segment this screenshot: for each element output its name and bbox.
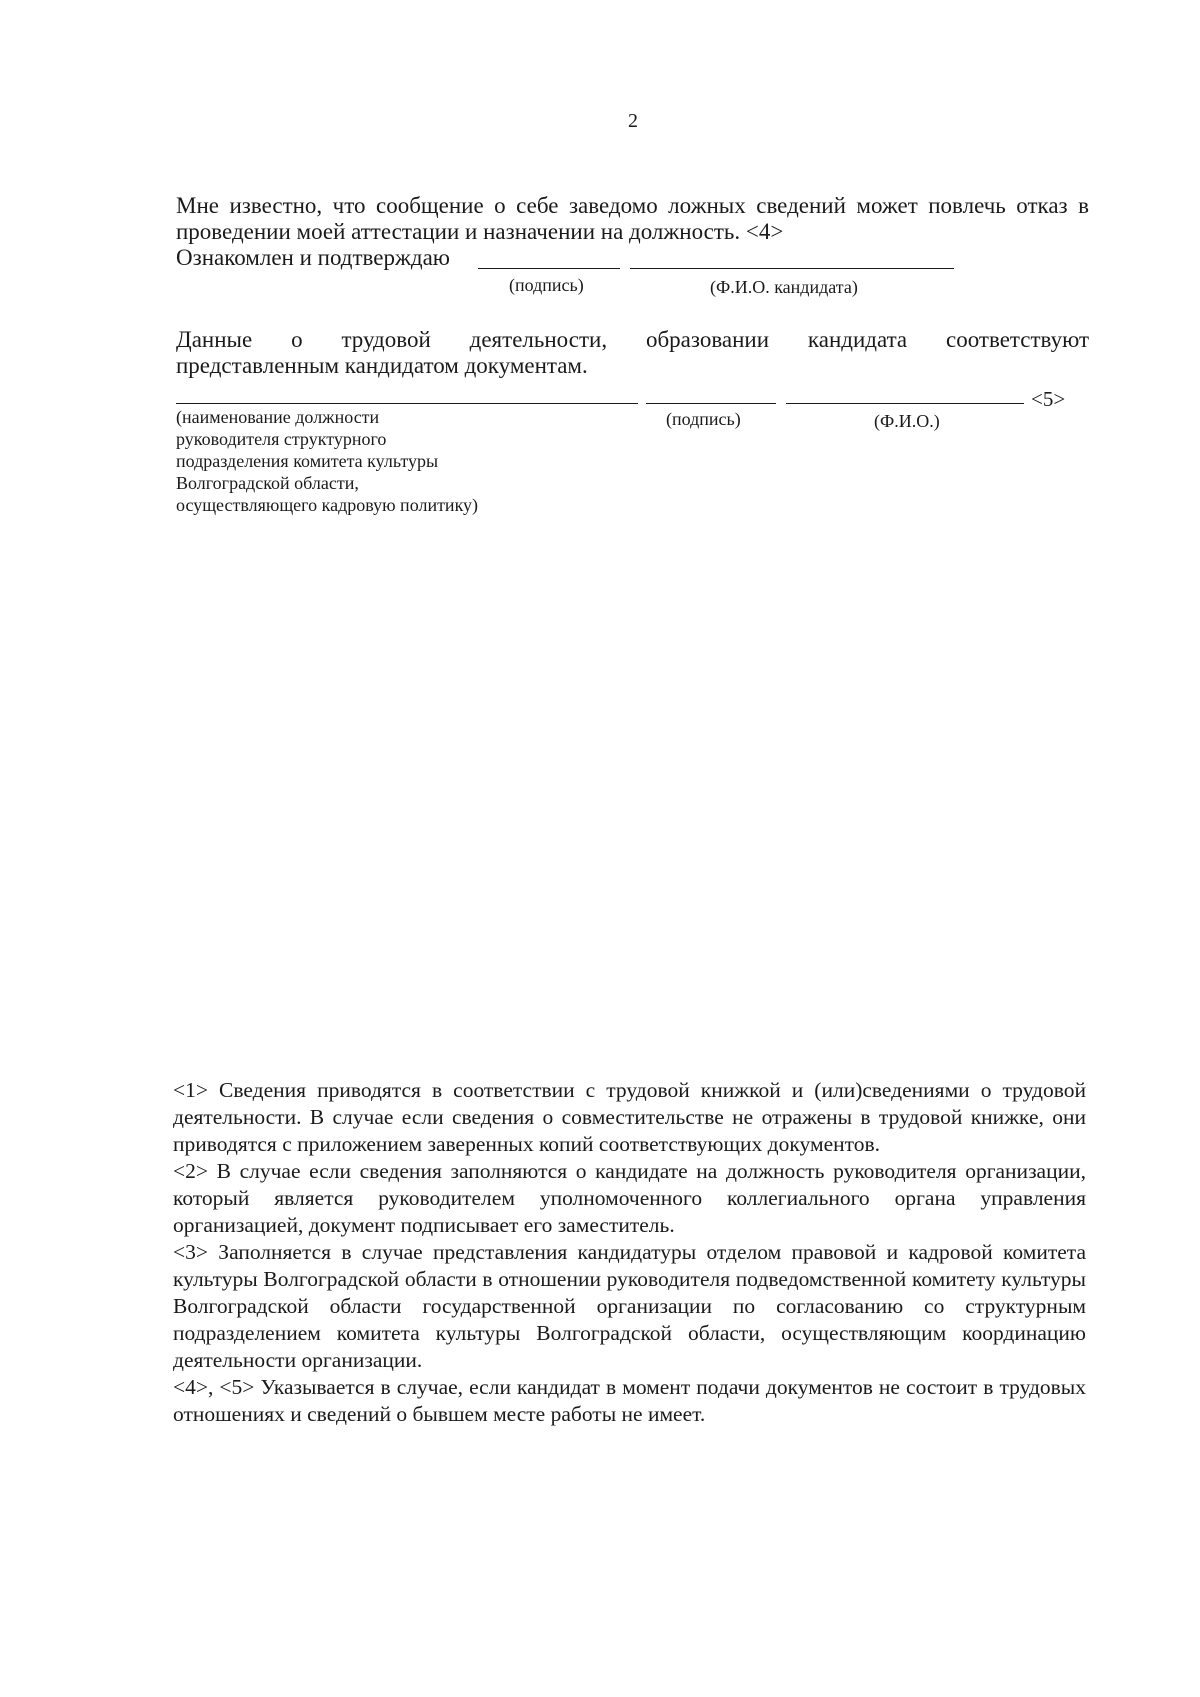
position-caption-line: (наименование должности: [176, 407, 380, 427]
position-caption-line: осуществляющего кадровую политику): [176, 495, 479, 515]
verifier-fio-line: [786, 403, 1024, 404]
verification-line-2: представленным кандидатом документам.: [176, 353, 588, 378]
position-line: [176, 403, 638, 404]
fio-line: [630, 268, 954, 269]
verifier-fio-caption: (Ф.И.О.): [874, 411, 940, 431]
verification-line-1: Данные о трудовой деятельности, образовании кандидата соответствуют: [176, 327, 1089, 352]
signature-line: [478, 268, 620, 269]
footnote-2: <2> В случае если сведения заполняются о кандидате на должность руководителя организации, который является руководителем уполномоченного коллегиального органа управления организацией, документ подписывает его заместитель.: [173, 1159, 1086, 1237]
position-caption: [176, 406, 536, 516]
footnote-1: <1> Сведения приводятся в соответствии с трудовой книжкой и (или)сведениями о трудовой деятельности. В случае если сведения о совместительстве не отражены в трудовой книжке, они приводятся с приложением заверенных копий соответствующих документов.: [173, 1078, 1086, 1156]
footnotes: [173, 1077, 1086, 1428]
statement-line-2: проведении моей аттестации и назначении на должность. <4>: [176, 219, 784, 244]
footnote-marker-5: <5>: [1031, 387, 1066, 411]
verifier-signature-line: [646, 403, 776, 404]
position-caption-line: подразделения комитета культуры: [176, 451, 439, 471]
signature-caption: (подпись): [509, 275, 584, 295]
fio-candidate-caption: (Ф.И.О. кандидата): [710, 277, 858, 297]
acknowledge-label: Ознакомлен и подтверждаю: [176, 245, 450, 270]
statement-line-1: Мне известно, что сообщение о себе заведомо ложных сведений может повлечь отказ в: [176, 193, 1089, 218]
page-number: 2: [628, 110, 638, 132]
verifier-signature-caption: (подпись): [666, 409, 741, 429]
footnote-4-5: <4>, <5> Указывается в случае, если кандидат в момент подачи документов не состоит в трудовых отношениях и сведений о бывшем месте работы не имеет.: [173, 1375, 1086, 1426]
footnote-3: <3> Заполняется в случае представления кандидатуры отделом правовой и кадровой комитета культуры Волгоградской области в отношении руководителя подведомственной комитету культуры Волгоградской области государственной организации по согласованию со структурным подразделением комитета культуры Волгоградской области, осуществляющим координацию деятельности организации.: [173, 1240, 1086, 1372]
position-caption-line: руководителя структурного: [176, 429, 387, 449]
position-caption-line: Волгоградской области,: [176, 473, 359, 493]
